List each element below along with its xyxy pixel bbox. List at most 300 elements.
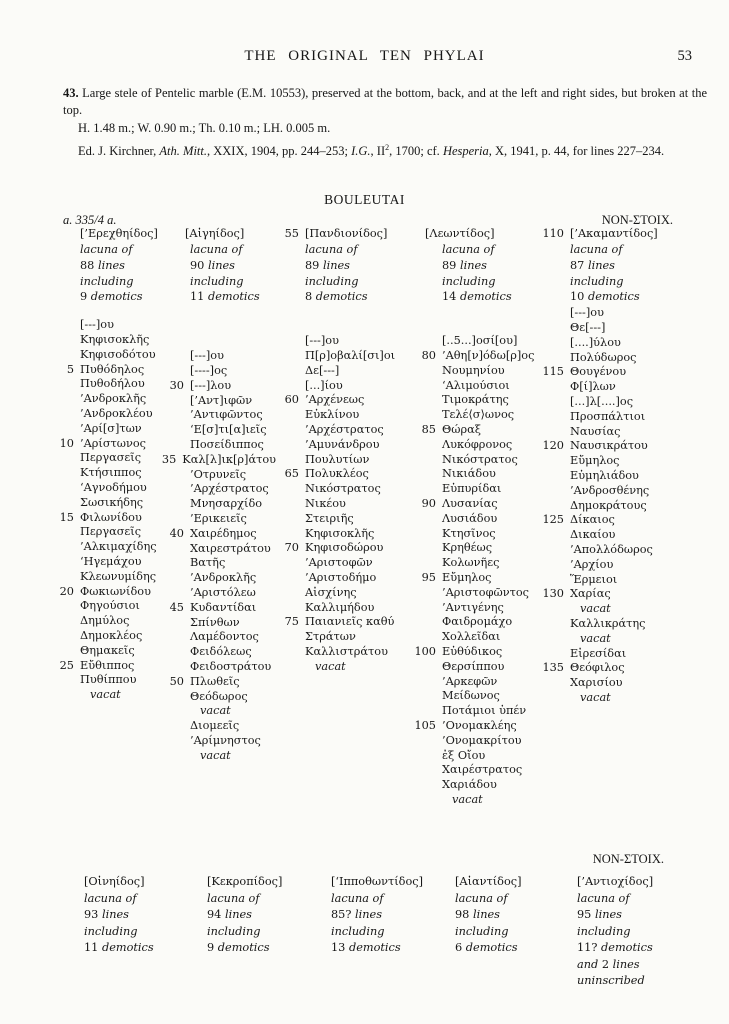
line-number: [405, 586, 436, 601]
text-segment: 11: [84, 941, 99, 954]
list-line: [46, 466, 160, 481]
list-line: [276, 645, 405, 660]
line-number: [536, 573, 564, 588]
vacat-marker: vacat: [90, 688, 121, 702]
list-line: [46, 629, 160, 644]
list-line: [405, 645, 536, 660]
line-number: 45: [169, 600, 184, 614]
list-line: [405, 497, 536, 512]
greek-name: Πυθόδηλος: [80, 362, 145, 376]
phyle-name: [’Αντιοχίδος]: [577, 875, 654, 888]
line-number: [276, 438, 299, 453]
bottom-phyle-block-5: [536, 874, 721, 990]
list-line: [276, 334, 405, 349]
line-number: [276, 349, 299, 364]
text-segment: including: [455, 924, 509, 938]
greek-name: Λυσιάδου: [442, 511, 498, 525]
greek-name: Πυθίππου: [80, 673, 137, 687]
list-line: [536, 632, 721, 647]
lacuna-line: [577, 907, 721, 924]
greek-name: Λυσανίας: [442, 496, 498, 510]
list-line: [276, 379, 405, 394]
line-number: [405, 512, 436, 527]
lacuna-line: [577, 940, 721, 957]
lacuna-line: [190, 242, 276, 258]
list-line: [536, 661, 721, 676]
line-number: [405, 704, 436, 719]
text-segment: lacuna of: [190, 243, 243, 256]
line-number: [160, 704, 184, 719]
greek-name: ’Αρκεφῶν: [442, 674, 498, 688]
text-segment: lacuna of: [207, 891, 260, 905]
text-segment: Large stele of Pentelic marble (E.M. 10553), preserved at the bottom, back, and at the left and right sides, but broken at the top.: [63, 86, 707, 117]
text-segment: including: [442, 274, 496, 288]
lacuna-line: [577, 957, 721, 974]
text-segment: demotics: [87, 290, 143, 304]
list-line: [160, 423, 276, 438]
text-segment: demotics: [584, 290, 640, 304]
line-number: [46, 644, 74, 659]
list-line: [276, 586, 405, 601]
text-segment: 93: [84, 908, 99, 921]
greek-name: Δικαίου: [570, 528, 616, 542]
lacuna-line: [305, 289, 405, 305]
greek-name: [---]ου: [305, 334, 339, 348]
line-number: [276, 334, 299, 349]
list-line: [160, 438, 276, 453]
line-number: [276, 482, 299, 497]
line-number: [405, 660, 436, 675]
text-segment: demotics: [456, 290, 512, 304]
list-line: [276, 497, 405, 512]
line-number: 10: [59, 436, 74, 450]
greek-name: Νικέου: [305, 496, 346, 510]
phyle-name: [Λεωντίδος]: [425, 227, 495, 240]
lacuna-line: [305, 242, 405, 258]
list-line: [536, 410, 721, 425]
line-number: 110: [542, 227, 564, 240]
list-line: [536, 469, 721, 484]
text-segment: 90: [190, 258, 205, 272]
list-line: [160, 690, 276, 705]
greek-name: ’Ανδροκλέου: [80, 406, 153, 420]
text-segment: demotics: [462, 941, 518, 954]
greek-name: Ναυσίας: [570, 424, 621, 438]
greek-name: ’Αμυνάνδρου: [305, 437, 380, 451]
list-line: [276, 408, 405, 423]
greek-name: Καλλιμήδου: [305, 600, 375, 614]
list-line: [276, 630, 405, 645]
line-number: 60: [284, 393, 299, 407]
greek-name: Αἰσχίνης: [305, 585, 357, 599]
lacuna-line: [570, 242, 721, 258]
greek-name: [----]ος: [190, 363, 228, 377]
greek-name: Χαρισίου: [570, 676, 623, 690]
lacuna-line: [331, 940, 405, 957]
list-line: [46, 659, 160, 674]
greek-name: Μείδωνος: [442, 689, 500, 703]
line-number: [536, 647, 564, 662]
list-line: [536, 351, 721, 366]
non-stoich-label-bottom: NON-ΣΤΟΙΧ.: [592, 852, 664, 866]
lacuna-line: [455, 924, 536, 941]
lacuna-line: [80, 258, 160, 274]
line-number: [276, 408, 299, 423]
lacuna-line: [577, 924, 721, 941]
name-list: [405, 334, 536, 808]
greek-name: Δημύλος: [80, 614, 130, 628]
greek-name: Κρηθέως: [442, 541, 493, 555]
greek-name: Δίκαιος: [570, 513, 615, 527]
line-number: [536, 602, 564, 617]
lacuna-line: [577, 891, 721, 908]
phyle-name: [Κεκροπίδος]: [207, 875, 283, 888]
greek-name: Εὔμηλος: [570, 454, 620, 468]
line-number: [405, 675, 436, 690]
list-line: [46, 363, 160, 378]
line-number: [160, 719, 184, 734]
greek-name: Θερσίππου: [442, 659, 505, 673]
list-line: [160, 468, 276, 483]
greek-name: Νικιάδου: [442, 467, 496, 481]
list-line: [46, 318, 160, 333]
list-line: [160, 630, 276, 645]
greek-name: Στράτων: [305, 630, 356, 644]
line-number: 55: [284, 227, 299, 240]
line-number: [536, 321, 564, 336]
greek-name: [....]ύλου: [570, 335, 621, 349]
greek-name: Εὐθύδικος: [442, 644, 503, 658]
lacuna-line: [190, 274, 276, 290]
greek-name: ’Αρχίου: [570, 557, 614, 571]
line-number: [160, 226, 184, 242]
lacuna-line: [442, 274, 536, 290]
greek-name: Εἰρεσίδαι: [570, 646, 627, 660]
greek-name: Νικόστρατος: [442, 452, 518, 466]
list-line: [46, 555, 160, 570]
line-number: [276, 556, 299, 571]
greek-name: Δημοκλέος: [80, 628, 143, 642]
line-number: [46, 525, 74, 540]
list-line: [160, 749, 276, 764]
line-number: [46, 688, 74, 703]
greek-name: ‘Αλιμούσιοι: [442, 378, 510, 392]
greek-name: ’Αρί[σ]των: [80, 421, 142, 435]
list-line: [276, 541, 405, 556]
greek-name: Κτήσιππος: [80, 466, 142, 480]
list-line: [46, 392, 160, 407]
greek-name: Στειριῆς: [305, 511, 354, 525]
list-line: [276, 601, 405, 616]
list-line: [46, 570, 160, 585]
line-number: [536, 676, 564, 691]
list-line: [276, 364, 405, 379]
line-number: 135: [542, 661, 564, 675]
text-segment: 98: [455, 908, 470, 921]
greek-name: Πολύδωρος: [570, 350, 637, 364]
phyle-column-header: [405, 226, 536, 242]
list-line: [276, 571, 405, 586]
vacat-marker: vacat: [315, 659, 346, 673]
line-number: 80: [421, 348, 436, 362]
text-segment: uninscribed: [577, 974, 645, 987]
line-number: [405, 364, 436, 379]
line-number: [536, 336, 564, 351]
phyle-column-1: [46, 226, 160, 808]
list-line: [536, 691, 721, 706]
line-number: [160, 571, 184, 586]
text-segment: including: [305, 274, 359, 288]
list-line: [160, 497, 276, 512]
line-number: 85: [421, 422, 436, 436]
list-line: [160, 349, 276, 364]
list-line: [276, 423, 405, 438]
phyle-name: [Αἰγηίδος]: [185, 227, 245, 240]
phyle-column-header: [536, 226, 721, 242]
phyle-column-header: [46, 226, 160, 242]
line-number: [160, 749, 184, 764]
text-segment: lacuna of: [84, 891, 137, 905]
vacat-marker: vacat: [580, 690, 611, 704]
line-number: [276, 586, 299, 601]
greek-name: Φιλωνίδου: [80, 510, 142, 524]
line-number: [536, 543, 564, 558]
greek-name: Π[ρ]οβαλί[σι]οι: [305, 348, 396, 362]
list-line: [405, 615, 536, 630]
greek-name: [...]ίου: [305, 378, 343, 392]
greek-name: Χαιρέστρατος: [442, 763, 523, 777]
line-number: [405, 393, 436, 408]
line-number: [46, 318, 74, 333]
lacuna-line: [577, 973, 721, 990]
line-number: [46, 599, 74, 614]
line-number: [46, 407, 74, 422]
line-number: [46, 673, 74, 688]
text-segment: demotics: [214, 941, 270, 954]
text-segment: lacuna of: [455, 891, 508, 905]
list-line: [405, 379, 536, 394]
line-number: [405, 689, 436, 704]
text-segment: 95: [577, 908, 592, 921]
phyle-name: [Πανδιονίδος]: [305, 227, 388, 240]
line-number: [276, 571, 299, 586]
greek-name: Φηγούσιοι: [80, 599, 140, 613]
lacuna-line: [455, 940, 536, 957]
list-line: [276, 556, 405, 571]
greek-name: Πολυκλέος: [305, 467, 369, 481]
text-segment: 2: [385, 142, 390, 152]
greek-name: ’Οτρυνεῖς: [190, 467, 247, 481]
lacuna-line: [442, 258, 536, 274]
text-segment: lacuna of: [305, 243, 358, 256]
line-number: [160, 394, 184, 409]
list-line: [536, 602, 721, 617]
line-number: [405, 778, 436, 793]
list-line: [405, 601, 536, 616]
line-number: [276, 601, 299, 616]
vacat-marker: vacat: [200, 704, 231, 718]
greek-name: Χαιρεστράτου: [190, 541, 271, 555]
text-segment: demotics: [597, 941, 653, 954]
text-segment: , II: [370, 144, 386, 158]
line-number: 90: [421, 496, 436, 510]
line-number: [536, 617, 564, 632]
lacuna-line: [80, 274, 160, 290]
text-segment: lines: [319, 258, 350, 272]
lacuna-note: [190, 242, 276, 305]
lacuna-line: [331, 891, 405, 908]
list-line: [405, 675, 536, 690]
text-segment: 11: [190, 290, 205, 304]
line-number: [405, 630, 436, 645]
line-number: [160, 512, 184, 527]
list-line: [405, 734, 536, 749]
line-number: [160, 586, 184, 601]
text-segment: 85?: [331, 908, 352, 921]
list-line: [405, 571, 536, 586]
list-line: [536, 499, 721, 514]
greek-name: Λαμέδοντος: [190, 630, 259, 644]
greek-name: Δε[---]: [305, 363, 340, 377]
phyle-name: [Αἰαντίδος]: [455, 875, 522, 888]
list-line: [160, 512, 276, 527]
line-number: [405, 482, 436, 497]
line-number: [405, 749, 436, 764]
line-number: [536, 558, 564, 573]
line-number: 40: [169, 526, 184, 540]
bottom-phyle-blocks: [46, 874, 721, 990]
text-segment: and: [577, 957, 602, 971]
lacuna-line: [207, 907, 276, 924]
greek-name: [’Αντ]ιφῶν: [190, 393, 253, 407]
line-number: 105: [414, 718, 436, 732]
list-line: [405, 423, 536, 438]
text-segment: lacuna of: [577, 891, 630, 905]
text-segment: lacuna of: [80, 243, 133, 256]
text-segment: Ed. J. Kirchner,: [78, 144, 160, 158]
phyle-column-header: [160, 226, 276, 242]
greek-name: ’Αντιγένης: [442, 600, 504, 614]
line-number: [46, 614, 74, 629]
list-line: [46, 525, 160, 540]
list-line: [46, 673, 160, 688]
line-number: [536, 410, 564, 425]
line-number: [160, 497, 184, 512]
text-segment: lacuna of: [442, 243, 495, 256]
greek-name: Καλλιστράτου: [305, 644, 388, 658]
line-number: [46, 451, 74, 466]
text-segment: lines: [469, 908, 500, 921]
list-line: [276, 512, 405, 527]
line-number: [276, 497, 299, 512]
line-number: [46, 629, 74, 644]
greek-name: Θεόδωρος: [190, 689, 248, 703]
list-line: [536, 587, 721, 602]
greek-name: Εὔθιππος: [80, 658, 135, 672]
list-line: [405, 586, 536, 601]
page-number: 53: [677, 48, 692, 64]
text-segment: 89: [442, 258, 457, 272]
line-number: [405, 615, 436, 630]
catalog-entry-paragraph: [63, 85, 707, 119]
greek-name: ’Αριστοφῶν: [305, 556, 373, 570]
greek-name: Διομεεῖς: [190, 719, 240, 733]
lacuna-line: [442, 242, 536, 258]
lacuna-line: [305, 274, 405, 290]
list-line: [160, 527, 276, 542]
line-number: [276, 527, 299, 542]
list-line: [405, 482, 536, 497]
list-line: [46, 585, 160, 600]
greek-name: Κηφισοκλῆς: [305, 526, 375, 540]
greek-name: Δημοκράτους: [570, 498, 647, 512]
list-line: [405, 793, 536, 808]
list-line: [405, 541, 536, 556]
greek-name: ’Ανδροκλῆς: [80, 392, 147, 406]
list-line: [405, 408, 536, 423]
list-line: [160, 645, 276, 660]
text-segment: including: [80, 274, 134, 288]
line-number: [276, 630, 299, 645]
greek-name: Ποσείδιππος: [190, 437, 264, 451]
vacat-marker: vacat: [580, 631, 611, 645]
line-number: [46, 377, 74, 392]
name-columns-container: [46, 226, 721, 808]
phyle-name: [‘Ιπποθωντίδος]: [331, 875, 424, 888]
text-segment: 14: [442, 290, 457, 304]
list-line: [160, 453, 276, 468]
list-line: [160, 601, 276, 616]
list-line: [536, 617, 721, 632]
greek-name: Ποτάμιοι ὑπέν: [442, 704, 527, 718]
line-number: [160, 616, 184, 631]
lacuna-line: [84, 907, 160, 924]
line-number: [160, 690, 184, 705]
greek-name: Εὐμηλιάδου: [570, 468, 639, 482]
line-number: [160, 542, 184, 557]
list-line: [46, 407, 160, 422]
greek-name: Κλεωνυμίδης: [80, 569, 157, 583]
list-line: [160, 364, 276, 379]
vacat-marker: vacat: [200, 748, 231, 762]
greek-name: Θεόφιλος: [570, 661, 625, 675]
line-number: [160, 349, 184, 364]
greek-name: ’Αριστοδήμο: [305, 570, 377, 584]
text-segment: 9: [207, 941, 215, 954]
greek-name: [---]ου: [80, 318, 114, 332]
list-line: [405, 438, 536, 453]
line-number: [536, 469, 564, 484]
greek-name: Νικόστρατος: [305, 482, 381, 496]
list-line: [46, 644, 160, 659]
list-line: [276, 453, 405, 468]
greek-name: ’Ανδροκλῆς: [190, 571, 257, 585]
list-line: [405, 393, 536, 408]
greek-name: Χαρίας: [570, 587, 611, 601]
list-line: [536, 395, 721, 410]
text-segment: demotics: [98, 941, 154, 954]
list-line: [536, 306, 721, 321]
line-number: [405, 556, 436, 571]
line-number: 5: [66, 362, 74, 376]
greek-name: Λυκόφρονος: [442, 437, 513, 451]
line-number: [160, 408, 184, 423]
list-line: [405, 349, 536, 364]
line-number: [46, 348, 74, 363]
bottom-phyle-block-1: [46, 874, 160, 990]
list-line: [536, 365, 721, 380]
name-list: [46, 318, 160, 703]
